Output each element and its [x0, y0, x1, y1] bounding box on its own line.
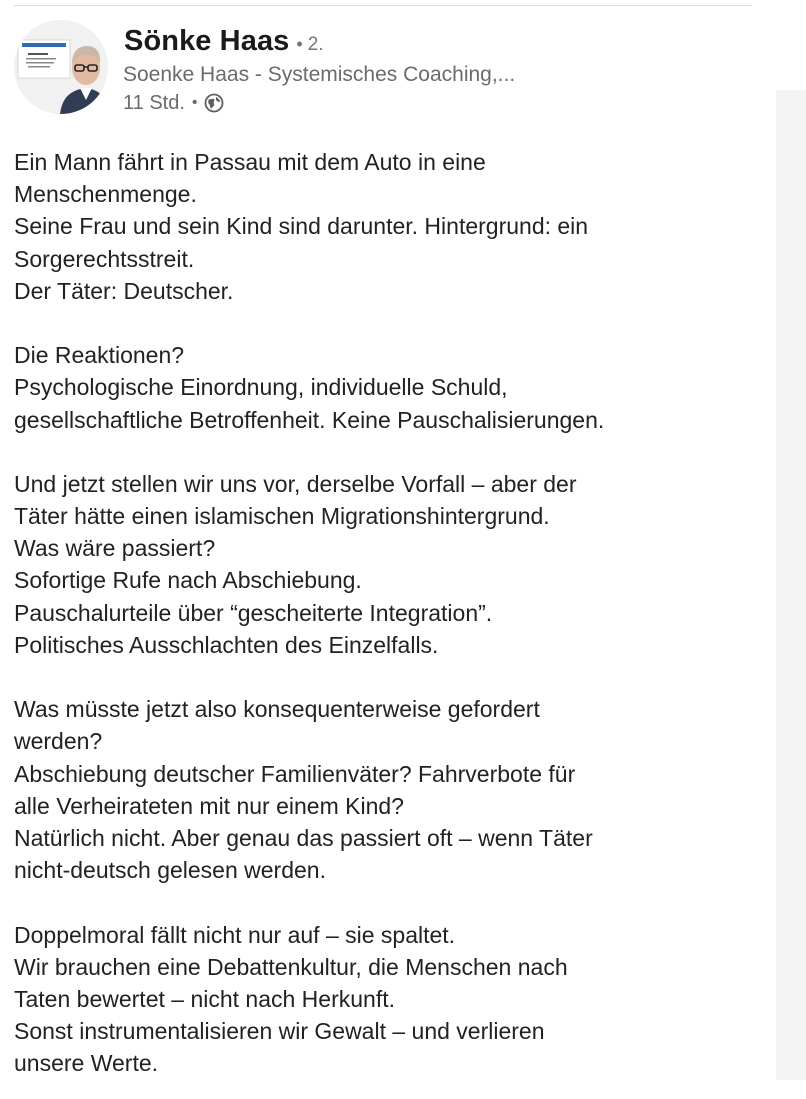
top-divider [14, 5, 752, 6]
author-headline: Soenke Haas - Systemisches Coaching,... [123, 63, 516, 86]
author-name-row [124, 25, 324, 59]
post-line: alle Verheirateten mit nur einem Kind? [14, 792, 404, 819]
post-line: gesellschaftliche Betroffenheit. Keine Pauschalisierungen. [14, 406, 605, 433]
post-line: Politisches Ausschlachten des Einzelfalls. [14, 631, 439, 658]
paragraph-gap [14, 436, 772, 468]
paragraph-gap [14, 661, 772, 693]
post-meta [123, 90, 224, 116]
post-line: Der Täter: Deutscher. [14, 277, 234, 304]
post-line: Täter hätte einen islamischen Migrationshintergrund. [14, 503, 550, 530]
globe-icon [204, 93, 224, 113]
post-line: Was müsste jetzt also konsequenterweise gefordert [14, 696, 540, 723]
post-text [14, 146, 772, 1079]
profile-photo [14, 20, 108, 114]
paragraph-gap [14, 307, 772, 339]
post-line: Was wäre passiert? [14, 535, 216, 562]
post-line: unsere Werte. [14, 1050, 159, 1077]
separator-dot: • [191, 94, 198, 111]
post-line: Psychologische Einordnung, individuelle Schuld, [14, 374, 508, 401]
post-line: Und jetzt stellen wir uns vor, derselbe Vorfall – aber der [14, 470, 577, 497]
post-line: Wir brauchen eine Debattenkultur, die Menschen nach [14, 953, 568, 980]
connection-degree: 2. [307, 34, 324, 55]
post-line: nicht-deutsch gelesen werden. [14, 857, 326, 884]
post-line: Pauschalurteile über “gescheiterte Integration”. [14, 599, 493, 626]
post-time: 11 Std. [123, 91, 185, 114]
post-line: Natürlich nicht. Aber genau das passiert oft – wenn Täter [14, 824, 593, 851]
post-line: Sorgerechtsstreit. [14, 245, 195, 272]
separator-dot: • [296, 34, 303, 54]
avatar[interactable] [14, 20, 108, 114]
post-line: Abschiebung deutscher Familienväter? Fahrverbote für [14, 760, 576, 787]
post-line: Seine Frau und sein Kind sind darunter. Hintergrund: ein [14, 213, 589, 240]
post-line: Menschenmenge. [14, 181, 197, 208]
author-name[interactable]: Sönke Haas [124, 25, 290, 57]
side-panel-edge [776, 90, 806, 1080]
post-line: Sonst instrumentalisieren wir Gewalt – und verlieren [14, 1018, 545, 1045]
post-line: Ein Mann fährt in Passau mit dem Auto in eine [14, 149, 486, 175]
post-line: werden? [14, 728, 103, 755]
post-line: Sofortige Rufe nach Abschiebung. [14, 567, 362, 594]
post-line: Doppelmoral fällt nicht nur auf – sie spaltet. [14, 921, 456, 948]
paragraph-gap [14, 886, 772, 918]
post-line: Die Reaktionen? [14, 342, 185, 369]
post-line: Taten bewertet – nicht nach Herkunft. [14, 985, 395, 1012]
